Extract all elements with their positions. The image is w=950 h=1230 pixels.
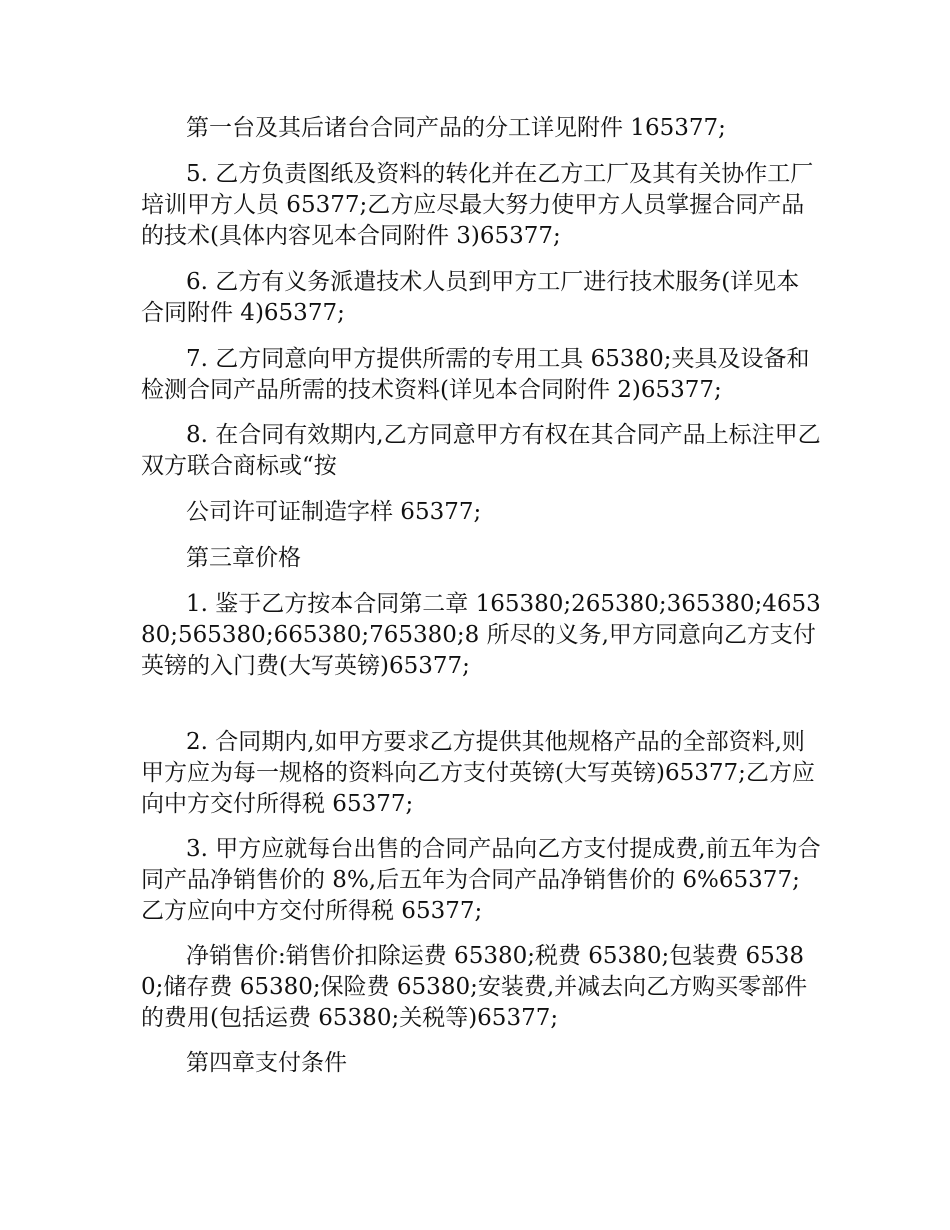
chapter-4-heading: 第四章支付条件 bbox=[186, 1050, 347, 1076]
paragraph-item-7: 7. 乙方同意向甲方提供所需的专用工具 65380;夹具及设备和检测合同产品所需的技术资料(详见本合同附件 2)65377; bbox=[141, 346, 810, 403]
paragraph-net-sales-price: 净销售价:销售价扣除运费 65380;税费 65380;包装费 65380;储存费 65380;保险费 65380;安装费,并减去向乙方购买零部件的费用(包括运费 65380;关税等)65377; bbox=[141, 943, 808, 1031]
paragraph-item-8: 8. 在合同有效期内,乙方同意甲方有权在其合同产品上标注甲乙双方联合商标或“按 bbox=[141, 422, 821, 479]
paragraph-item-5: 5. 乙方负责图纸及资料的转化并在乙方工厂及其有关协作工厂培训甲方人员 65377;乙方应尽最大努力使甲方人员掌握合同产品的技术(具体内容见本合同附件 3)65377; bbox=[141, 161, 814, 249]
paragraph-division-of-work: 第一台及其后诸台合同产品的分工详见附件 165377; bbox=[186, 115, 726, 141]
chapter-3-heading: 第三章价格 bbox=[186, 545, 301, 571]
paragraph-price-item-2: 2. 合同期内,如甲方要求乙方提供其他规格产品的全部资料,则甲方应为每一规格的资料向乙方支付英镑(大写英镑)65377;乙方应向中方交付所得税 65377; bbox=[141, 729, 815, 817]
paragraph-item-6: 6. 乙方有义务派遣技术人员到甲方工厂进行技术服务(详见本合同附件 4)65377; bbox=[141, 269, 800, 326]
paragraph-price-item-1: 1. 鉴于乙方按本合同第二章 165380;265380;365380;465380;565380;665380;765380;8 所尽的义务,甲方同意向乙方支付英镑的入门费(大写英镑)65377; bbox=[141, 591, 821, 679]
paragraph-license-text: 公司许可证制造字样 65377; bbox=[186, 499, 482, 525]
paragraph-price-item-3: 3. 甲方应就每台出售的合同产品向乙方支付提成费,前五年为合同产品净销售价的 8%,后五年为合同产品净销售价的 6%65377;乙方应向中方交付所得税 65377; bbox=[141, 836, 821, 924]
